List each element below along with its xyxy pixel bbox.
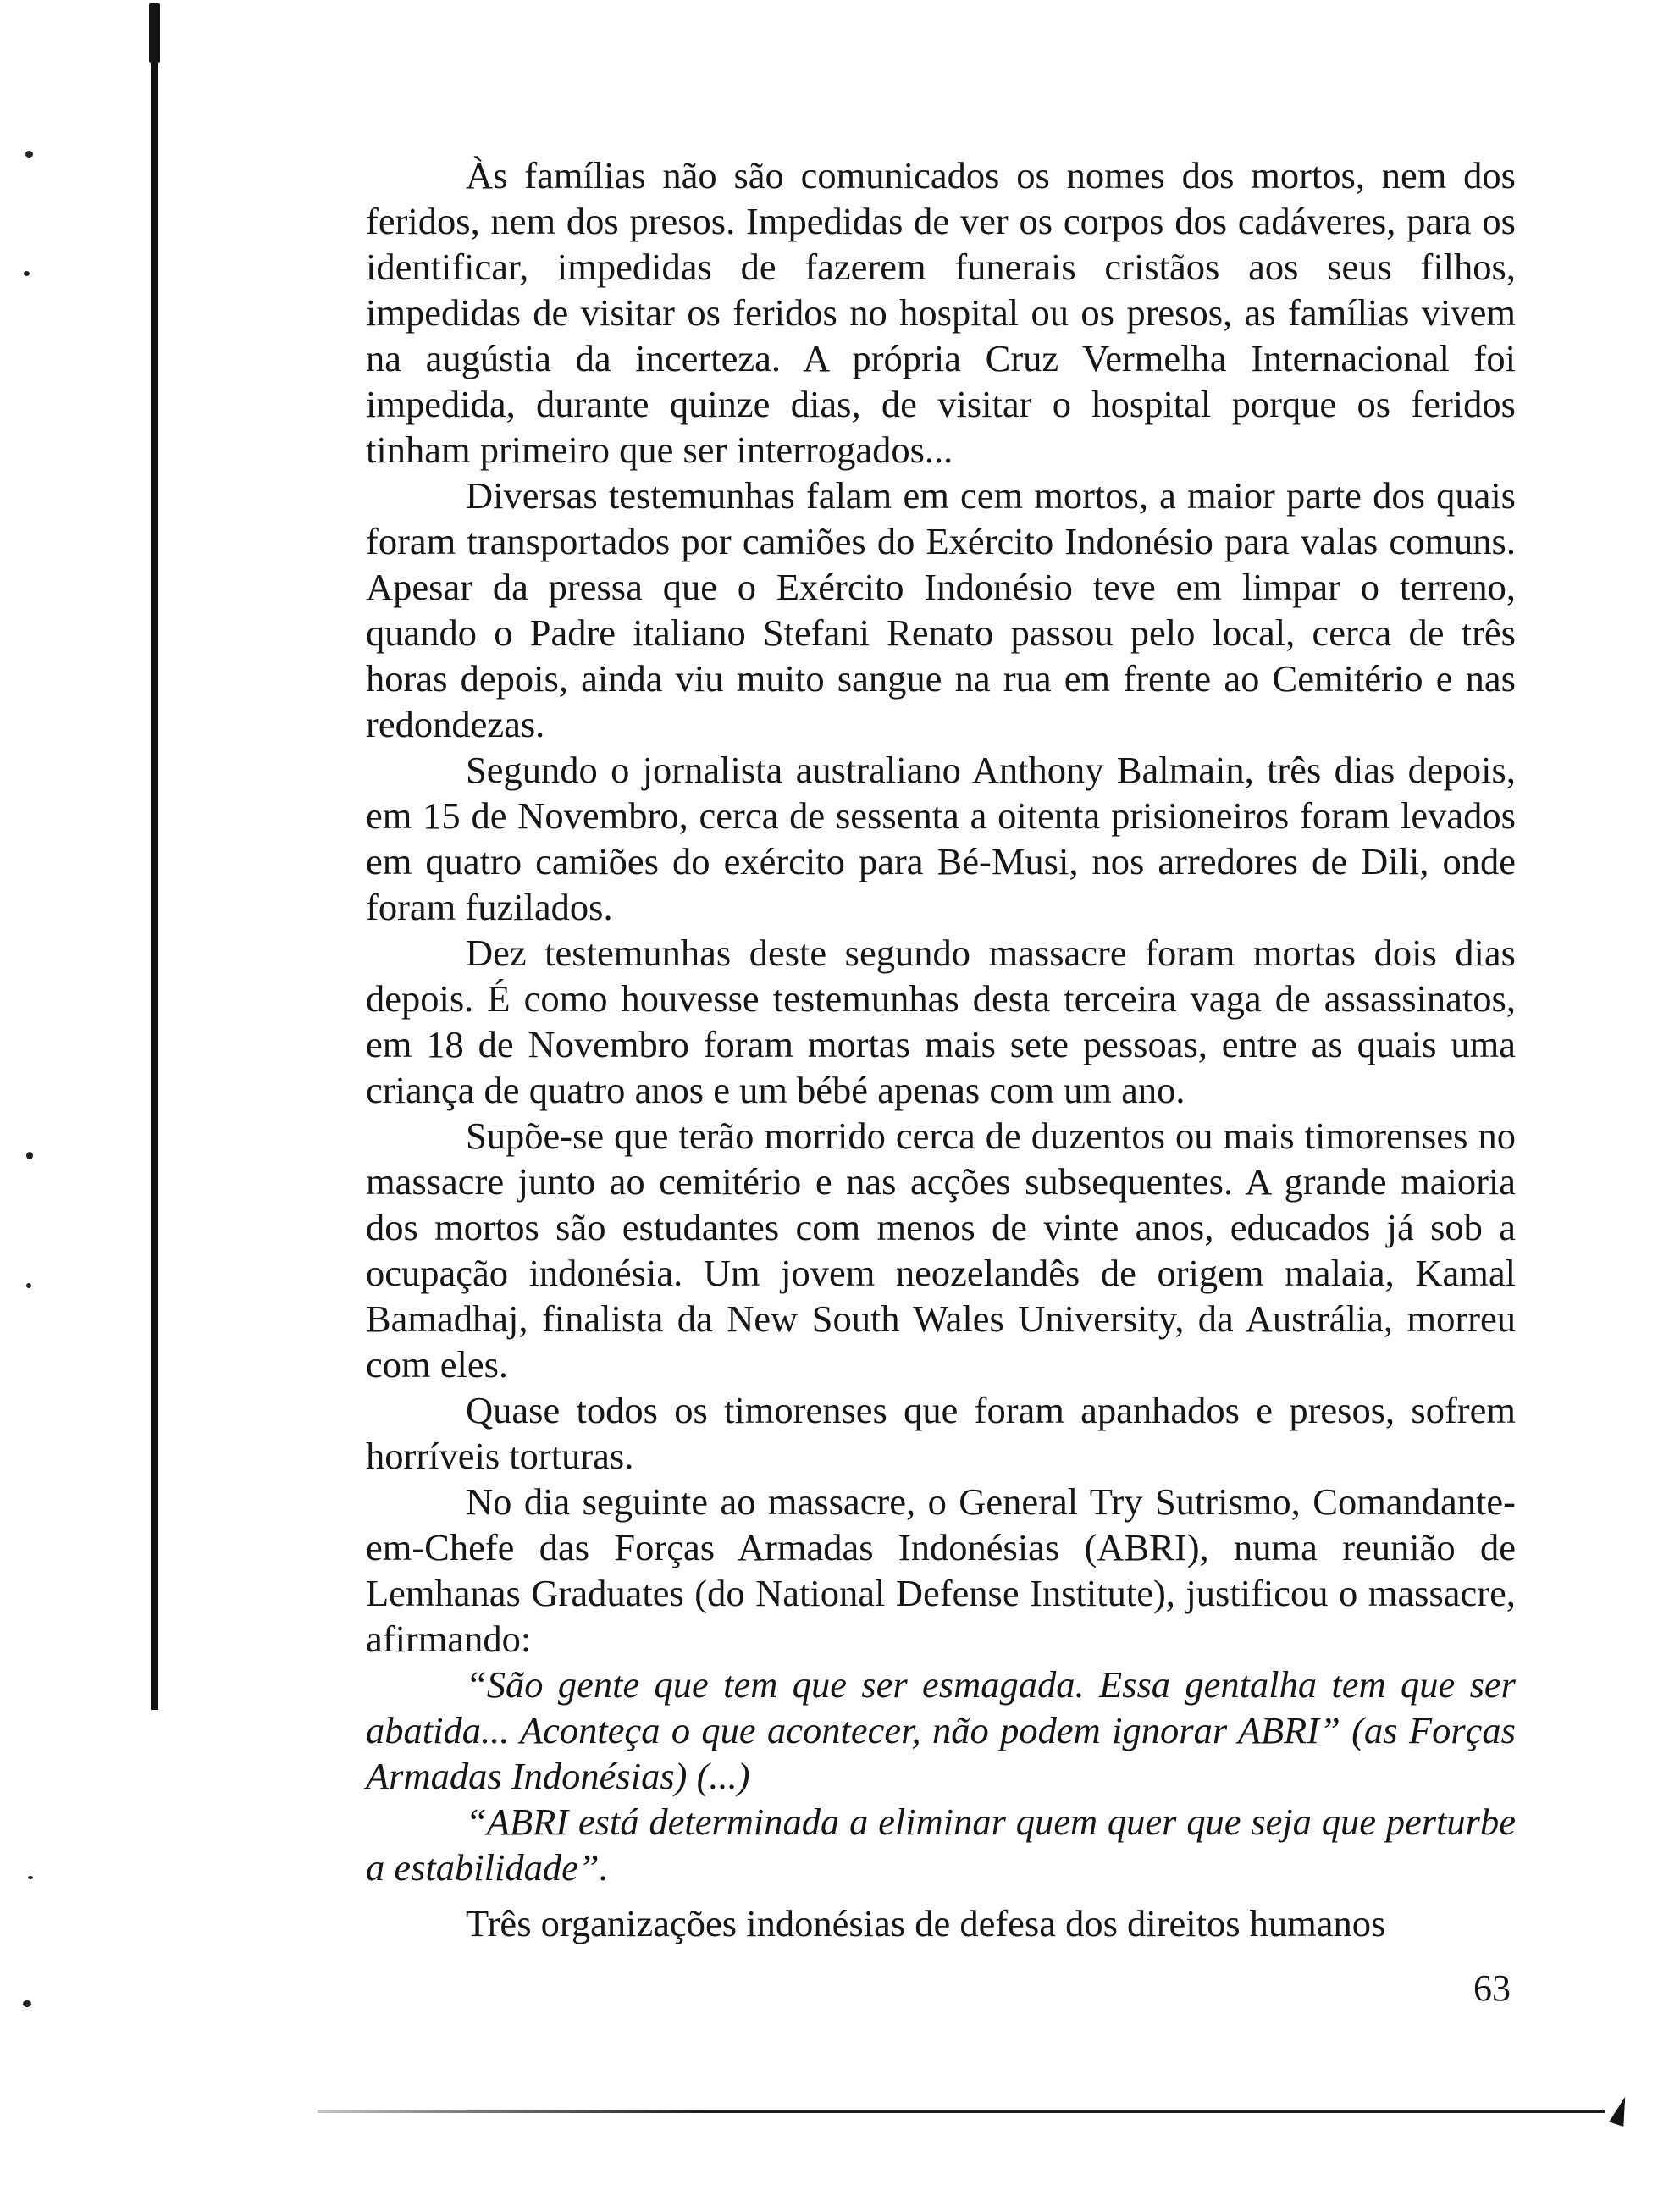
paragraph: Supõe-se que terão morrido cerca de duzentos ou mais timorenses no massacre junto ao cemitério e nas acções subsequentes. A grande maioria dos mortos são estudantes com menos de vinte anos, educados já sob a ocupação indonésia. Um jovem neozelandês de origem malaia, Kamal Bamadhaj, finalista da New South Wales University, da Austrália, morreu com eles. [366,1115,1516,1386]
quotation: “São gente que tem que ser esmagada. Essa gentalha tem que ser abatida... Aconteça o que acontecer, não podem ignorar ABRI” (as Forças Armadas Indonésias) (...) [366,1663,1516,1797]
paragraph: No dia seguinte ao massacre, o General Try Sutrismo, Comandante-em-Chefe das Forças Armadas Indonésias (ABRI), numa reunião de Lemhanas Graduates (do National Defense Institute), justificou o massacre, afirmando: [366,1480,1516,1660]
paragraph: Segundo o jornalista australiano Anthony Balmain, três dias depois, em 15 de Novembro, cerca de sessenta a oitenta prisioneiros foram levados em quatro camiões do exército para Bé-Musi, nos arredores de Dili, onde foram fuzilados. [366,749,1516,928]
scan-speck [26,1152,33,1159]
bottom-scan-line [318,2110,1605,2113]
page-body [366,152,1516,1946]
binding-edge-mark [149,3,160,63]
quotation: “ABRI está determinada a eliminar quem quer que seja que perturbe a estabilidade”. [366,1801,1516,1889]
corner-mark [1609,2094,1633,2127]
scan-speck [24,271,30,276]
paragraph: Diversas testemunhas falam em cem mortos, a maior parte dos quais foram transportados por camiões do Exército Indonésio para valas comuns. Apesar da pressa que o Exército Indonésio teve em limpar o terreno, quando o Padre italiano Stefani Renato passou pelo local, cerca de três horas depois, ainda viu muito sangue na rua em frente ao Cemitério e nas redondezas. [366,474,1516,745]
paragraph: Dez testemunhas deste segundo massacre foram mortas dois dias depois. É como houvesse testemunhas desta terceira vaga de assassinatos, em 18 de Novembro foram mortas mais sete pessoas, entre as quais uma criança de quatro anos e um bébé apenas com um ano. [366,932,1516,1111]
page-number: 63 [1473,1967,1511,2009]
scan-speck [23,2000,31,2007]
paragraph: Três organizações indonésias de defesa dos direitos humanos [466,1902,1386,1944]
paragraph: Às famílias não são comunicados os nomes dos mortos, nem dos feridos, nem dos presos. Impedidas de ver os corpos dos cadáveres, para os identificar, impedidas de fazerem funerais cristãos aos seus filhos, impedidas de visitar os feridos no hospital ou os presos, as famílias vivem na augústia da incerteza. A própria Cruz Vermelha Internacional foi impedida, durante quinze dias, de visitar o hospital porque os feridos tinham primeiro que ser interrogados... [366,154,1516,471]
paragraph: Quase todos os timorenses que foram apanhados e presos, sofrem horríveis torturas. [366,1389,1516,1477]
scan-speck [26,1283,31,1288]
scan-speck [28,1876,33,1879]
binding-edge-line [151,12,158,1710]
scan-speck [25,151,33,158]
